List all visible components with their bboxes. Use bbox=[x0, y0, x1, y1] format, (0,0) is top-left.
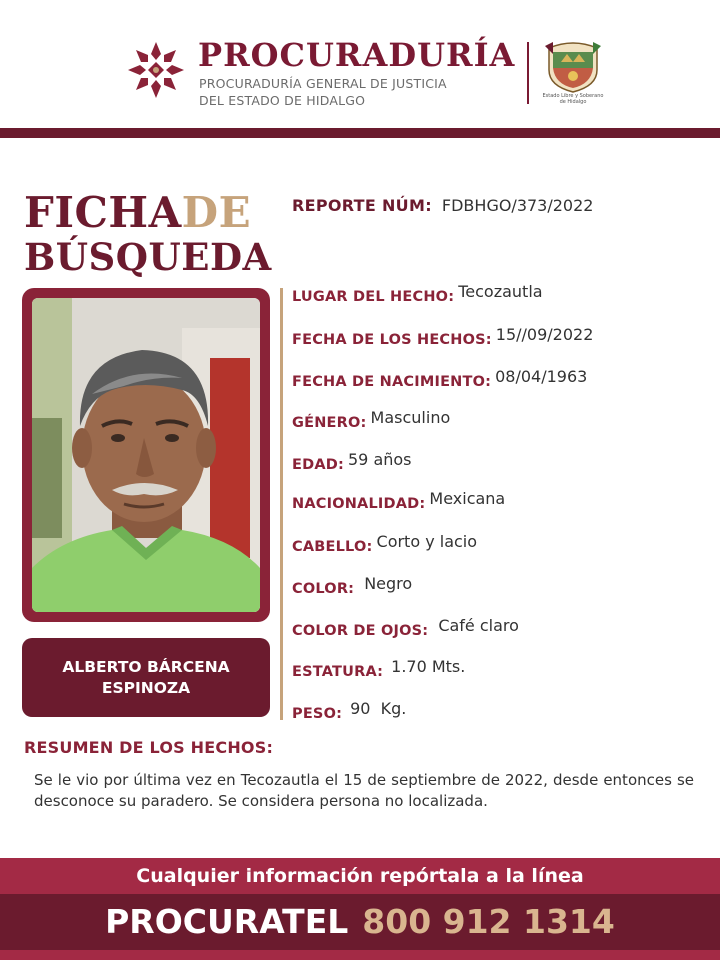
field-lugar bbox=[292, 282, 543, 305]
field-label: GÉNERO: bbox=[292, 415, 367, 431]
field-value: Masculino bbox=[370, 408, 451, 427]
footer-hotline bbox=[0, 894, 720, 950]
field-genero bbox=[292, 408, 451, 431]
field-label: FECHA DE NACIMIENTO: bbox=[292, 374, 492, 390]
field-cabello bbox=[292, 532, 478, 555]
title-ficha-text: FICHA bbox=[24, 188, 182, 237]
report-value: FDBHGO/373/2022 bbox=[441, 196, 594, 215]
field-value: Café claro bbox=[438, 616, 519, 635]
person-photo-illustration bbox=[32, 298, 260, 612]
field-label: NACIONALIDAD: bbox=[292, 496, 426, 512]
field-value: Mexicana bbox=[429, 489, 506, 508]
field-estatura bbox=[292, 657, 466, 680]
field-value: 59 años bbox=[348, 450, 412, 469]
footer-strip bbox=[0, 950, 720, 960]
field-label: CABELLO: bbox=[292, 539, 373, 555]
report-number bbox=[292, 196, 593, 215]
field-value: 15//09/2022 bbox=[495, 325, 594, 344]
seal-caption: Estado Libre y Soberano de Hidalgo bbox=[542, 93, 604, 105]
brand-subtitle bbox=[199, 75, 447, 109]
person-name-box bbox=[22, 638, 270, 717]
brand-subtitle-line1: PROCURADURÍA GENERAL DE JUSTICIA bbox=[199, 76, 447, 91]
title-de-text: DE bbox=[181, 188, 252, 237]
field-label: COLOR: bbox=[292, 581, 355, 597]
brand-subtitle-line2: DEL ESTADO DE HIDALGO bbox=[199, 93, 366, 108]
field-value: 90 Kg. bbox=[350, 699, 407, 718]
field-label: COLOR DE OJOS: bbox=[292, 623, 429, 639]
field-value: 1.70 Mts. bbox=[391, 657, 466, 676]
brand-divider bbox=[527, 42, 529, 104]
title-busqueda: BÚSQUEDA bbox=[24, 235, 272, 279]
field-value: Tecozautla bbox=[458, 282, 543, 301]
field-value: Corto y lacio bbox=[376, 532, 478, 551]
field-value: Negro bbox=[364, 574, 413, 593]
footer-callout: Cualquier información repórtala a la línea bbox=[0, 858, 720, 894]
field-label: PESO: bbox=[292, 706, 343, 722]
star-flower-logo-icon bbox=[124, 38, 188, 102]
title-ficha bbox=[24, 190, 251, 236]
header bbox=[0, 0, 720, 128]
hotline-brand: PROCURATEL bbox=[105, 902, 349, 941]
person-photo bbox=[32, 298, 260, 612]
summary-text: Se le vio por última vez en Tecozautla el 15 de septiembre de 2022, desde entonces se desconoce su paradero. Se considera persona no localizada. bbox=[34, 771, 694, 810]
field-color bbox=[292, 574, 413, 597]
gold-divider bbox=[280, 288, 283, 720]
field-label: ESTATURA: bbox=[292, 664, 384, 680]
photo-frame bbox=[22, 288, 270, 622]
header-band bbox=[0, 128, 720, 138]
field-edad bbox=[292, 450, 412, 473]
field-label: FECHA DE LOS HECHOS: bbox=[292, 332, 492, 348]
field-peso bbox=[292, 699, 407, 722]
person-name-line2: ESPINOZA bbox=[101, 678, 191, 697]
person-name-line1: ALBERTO BÁRCENA bbox=[62, 657, 230, 676]
field-color-ojos bbox=[292, 616, 519, 639]
field-fecha-nacimiento bbox=[292, 367, 588, 390]
field-label: EDAD: bbox=[292, 457, 344, 473]
field-value: 08/04/1963 bbox=[495, 367, 588, 386]
brand-title: PROCURADURÍA bbox=[198, 36, 516, 74]
report-label: REPORTE NÚM: bbox=[292, 196, 432, 215]
summary-title: RESUMEN DE LOS HECHOS: bbox=[24, 738, 274, 757]
field-label: LUGAR DEL HECHO: bbox=[292, 289, 455, 305]
field-fecha-hechos bbox=[292, 325, 594, 348]
hotline-phone: 800 912 1314 bbox=[362, 902, 615, 941]
field-nacionalidad bbox=[292, 489, 506, 512]
